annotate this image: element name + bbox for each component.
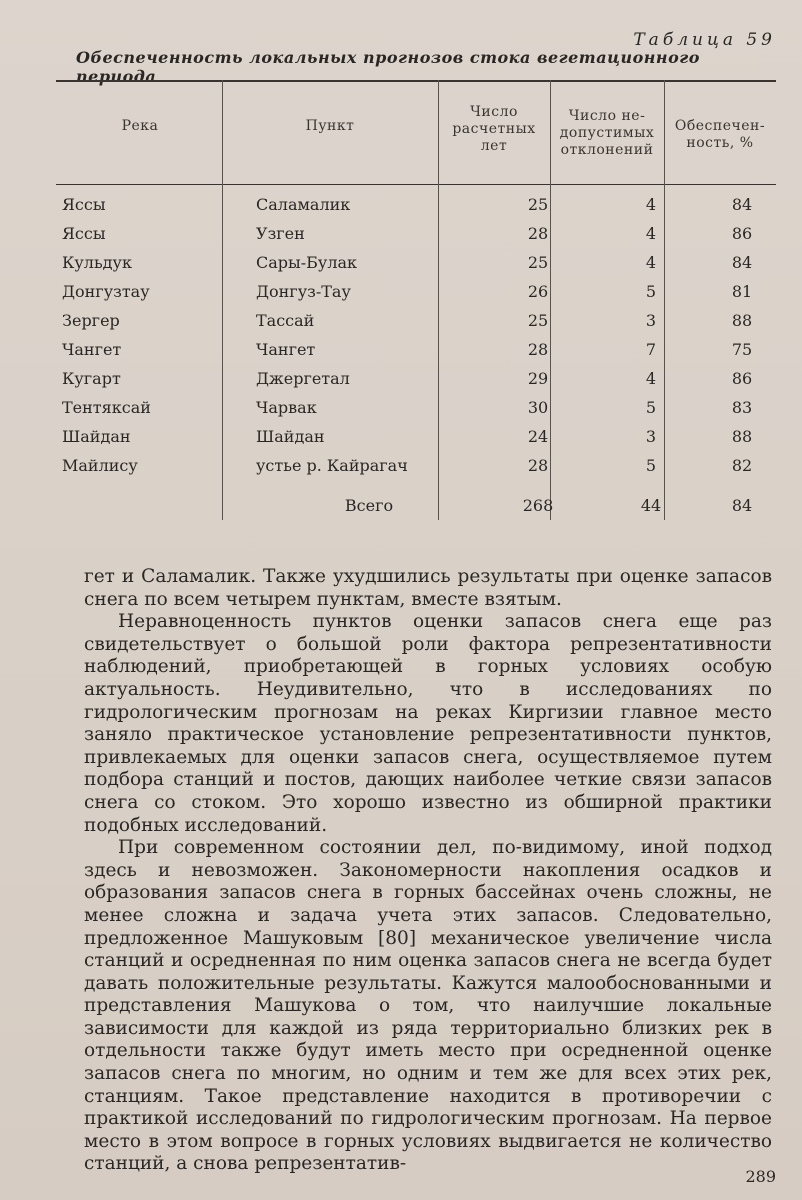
- pct-cell: 86: [731, 224, 753, 243]
- total-years: 268: [522, 495, 554, 515]
- point-cell: Узген: [256, 224, 305, 243]
- total-label: Всего: [344, 495, 394, 515]
- point-cell: Шайдан: [256, 427, 325, 446]
- river-cell: Донгузтау: [62, 282, 150, 301]
- table-top-rule: [56, 80, 776, 82]
- river-cell: Кугарт: [62, 369, 121, 388]
- table-header-rule: [56, 184, 776, 185]
- table-row: [56, 248, 776, 277]
- river-cell: Кульдук: [62, 253, 132, 272]
- empty-cell: [56, 480, 226, 530]
- dev-cell: 3: [645, 427, 657, 446]
- point-cell: Сары-Булак: [256, 253, 358, 272]
- years-cell: 24: [527, 427, 549, 446]
- table-row: [56, 306, 776, 335]
- table-row: [56, 335, 776, 364]
- river-cell: Шайдан: [62, 427, 131, 446]
- dev-cell: 4: [645, 369, 657, 388]
- table-row: [56, 393, 776, 422]
- header-deviations: Число не- допустимых отклонений: [559, 108, 655, 158]
- years-cell: 28: [527, 224, 549, 243]
- point-cell: устье р. Кайрагач: [256, 456, 408, 475]
- data-table: [56, 190, 776, 530]
- paragraph: При современном состоянии дел, по-видимому, иной подход здесь и невозможен. Закономерности накопления осадков и образования запасов снега в горных бассейнах очень сложны, не менее сложна и задача учета этих запасов. Следовательно, предложенное Машуковым [80] механическое увеличение числа станций и осредненная по ним оценка запасов снега не всегда будет давать положительные результаты. Кажутся малообоснованными и представления Машукова о том, что наилучшие локальные зависимости для каждой из ряда территориально близких рек в отдельности также будут иметь место при осредненной оценке запасов снега по многим, но одним и тем же для всех этих рек, станциям. Такое представление находится в противоречии с практикой исследований по гидрологическим прогнозам. На первое место в этом вопросе в горных условиях выдвигается не количество станций, а снова репрезентатив-: [84, 837, 772, 1175]
- table-total-row: [56, 480, 776, 530]
- dev-cell: 5: [645, 456, 657, 475]
- years-cell: 28: [527, 340, 549, 359]
- table-title: Обеспеченность локальных прогнозов стока вегетационного периода: [76, 48, 700, 86]
- years-cell: 29: [527, 369, 549, 388]
- years-cell: 26: [527, 282, 549, 301]
- dev-cell: 7: [645, 340, 657, 359]
- table-row: [56, 190, 776, 219]
- body-text: [84, 566, 772, 1176]
- header-river: Река: [121, 118, 159, 134]
- river-cell: Майлису: [62, 456, 138, 475]
- pct-cell: 75: [731, 340, 753, 359]
- point-cell: Чангет: [256, 340, 316, 359]
- header-years: Число расчетных лет: [452, 104, 536, 154]
- river-cell: Яссы: [62, 224, 106, 243]
- point-cell: Джергетал: [256, 369, 350, 388]
- dev-cell: 4: [645, 253, 657, 272]
- years-cell: 25: [527, 195, 549, 214]
- point-cell: Тассай: [256, 311, 315, 330]
- river-cell: Чангет: [62, 340, 122, 359]
- header-provision: Обеспечен- ность, %: [674, 118, 766, 151]
- river-cell: Тентяксай: [62, 398, 151, 417]
- years-cell: 25: [527, 311, 549, 330]
- pct-cell: 84: [731, 195, 753, 214]
- table-number: Таблица 59: [633, 30, 776, 50]
- table-row: [56, 364, 776, 393]
- table-row: [56, 451, 776, 480]
- paragraph: Неравноценность пунктов оценки запасов снега еще раз свидетельствует о большой роли фактора репрезентативности наблюдений, приобретающей в горных условиях особую актуальность. Неудивительно, что в исследованиях по гидрологическим прогнозам на реках Киргизии главное место заняло практическое установление репрезентативности пунктов, привлекаемых для оценки запасов снега, осуществляемое путем подбора станций и постов, дающих наиболее четкие связи запасов снега со стоком. Это хорошо известно из обширной практики подобных исследований.: [84, 611, 772, 836]
- total-provision: 84: [731, 495, 753, 515]
- table-row: [56, 277, 776, 306]
- total-deviations: 44: [640, 495, 662, 515]
- page-number: 289: [745, 1167, 776, 1186]
- pct-cell: 83: [731, 398, 753, 417]
- dev-cell: 3: [645, 311, 657, 330]
- table-row: [56, 422, 776, 451]
- pct-cell: 88: [731, 311, 753, 330]
- pct-cell: 81: [731, 282, 753, 301]
- years-cell: 25: [527, 253, 549, 272]
- point-cell: Донгуз-Тау: [256, 282, 351, 301]
- pct-cell: 88: [731, 427, 753, 446]
- paragraph: гет и Саламалик. Также ухудшились результаты при оценке запасов снега по всем четырем пунктам, вместе взятым.: [84, 566, 772, 610]
- river-cell: Яссы: [62, 195, 106, 214]
- point-cell: Саламалик: [256, 195, 351, 214]
- dev-cell: 4: [645, 195, 657, 214]
- dev-cell: 5: [645, 398, 657, 417]
- table-row: [56, 219, 776, 248]
- pct-cell: 84: [731, 253, 753, 272]
- pct-cell: 82: [731, 456, 753, 475]
- point-cell: Чарвак: [256, 398, 317, 417]
- pct-cell: 86: [731, 369, 753, 388]
- years-cell: 30: [527, 398, 549, 417]
- dev-cell: 4: [645, 224, 657, 243]
- header-point: Пункт: [305, 118, 355, 134]
- dev-cell: 5: [645, 282, 657, 301]
- river-cell: Зергер: [62, 311, 120, 330]
- years-cell: 28: [527, 456, 549, 475]
